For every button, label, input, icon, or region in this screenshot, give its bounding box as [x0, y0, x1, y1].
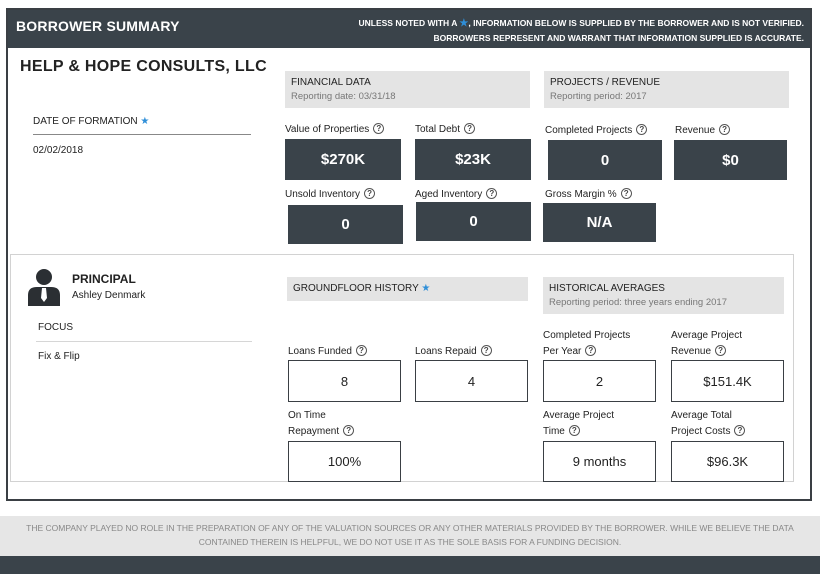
average-project-revenue-value: $151.4K — [671, 360, 784, 402]
question-circle-icon[interactable]: ? — [734, 425, 745, 436]
formation-label: DATE OF FORMATION ★ — [33, 116, 150, 127]
question-circle-icon[interactable]: ? — [569, 425, 580, 436]
average-project-revenue-label: Average Project Revenue ? — [671, 330, 742, 357]
unsold-inventory-value: 0 — [288, 205, 403, 244]
question-circle-icon[interactable]: ? — [343, 425, 354, 436]
question-circle-icon[interactable]: ? — [621, 188, 632, 199]
question-circle-icon[interactable]: ? — [356, 345, 367, 356]
formation-date: 02/02/2018 — [33, 145, 84, 156]
aged-inventory-label: Aged Inventory ? — [415, 187, 497, 203]
financial-data-title: FINANCIAL DATA — [291, 77, 371, 88]
total-debt-value: $23K — [415, 139, 531, 180]
completed-projects-value: 0 — [548, 140, 662, 180]
loans-repaid-value: 4 — [415, 360, 528, 402]
value-of-properties-label: Value of Properties ? — [285, 122, 384, 138]
disclaimer-line2: CONTAINED THEREIN IS HELPFUL, WE DO NOT USE IT AS THE SOLE BASIS FOR A FUNDING DECISION. — [198, 537, 622, 547]
focus-value: Fix & Flip — [38, 351, 80, 362]
groundfloor-history-header — [287, 277, 528, 301]
revenue-value: $0 — [674, 140, 787, 180]
company-name: HELP & HOPE CONSULTS, LLC — [20, 58, 267, 75]
projects-revenue-title: PROJECTS / REVENUE — [550, 77, 661, 88]
summary-title: BORROWER SUMMARY — [16, 18, 180, 34]
header-note-line2: BORROWERS REPRESENT AND WARRANT THAT INFORMATION SUPPLIED IS ACCURATE. — [433, 33, 804, 43]
completed-projects-per-year-value: 2 — [543, 360, 656, 402]
gross-margin-value: N/A — [543, 203, 656, 242]
projects-revenue-header — [544, 71, 789, 108]
header-note-suffix: , INFORMATION BELOW IS SUPPLIED BY THE BORROWER AND IS NOT VERIFIED. — [468, 18, 804, 28]
loans-funded-value: 8 — [288, 360, 401, 402]
question-circle-icon[interactable]: ? — [481, 345, 492, 356]
principal-title: PRINCIPAL — [72, 272, 136, 286]
question-circle-icon[interactable]: ? — [373, 123, 384, 134]
completed-projects-label: Completed Projects ? — [545, 123, 647, 139]
divider — [36, 341, 252, 342]
average-total-project-costs-label: Average Total Project Costs ? — [671, 408, 745, 440]
star-icon: ★ — [459, 18, 469, 29]
footer-disclaimer — [0, 516, 820, 556]
loans-repaid-label: Loans Repaid ? — [415, 344, 492, 360]
header-disclaimer — [359, 16, 805, 45]
value-of-properties-value: $270K — [285, 139, 401, 180]
gross-margin-label: Gross Margin % ? — [545, 187, 632, 203]
financial-data-header — [285, 71, 530, 108]
loans-funded-label: Loans Funded ? — [288, 344, 367, 360]
question-circle-icon[interactable]: ? — [719, 124, 730, 135]
on-time-repayment-value: 100% — [288, 441, 401, 482]
disclaimer-line1: THE COMPANY PLAYED NO ROLE IN THE PREPARATION OF ANY OF THE VALUATION SOURCES OR ANY OTHER MATERIALS PROVIDED BY THE BORROWER. WHILE WE BELIEVE THE DATA — [26, 523, 794, 533]
focus-label: FOCUS — [38, 322, 73, 333]
on-time-repayment-label: On Time Repayment ? — [288, 408, 354, 440]
unsold-inventory-label: Unsold Inventory ? — [285, 187, 375, 203]
divider — [33, 134, 251, 135]
star-icon: ★ — [421, 283, 431, 294]
question-circle-icon[interactable]: ? — [364, 188, 375, 199]
star-icon: ★ — [140, 116, 150, 127]
revenue-label: Revenue ? — [675, 123, 730, 139]
historical-averages-title: HISTORICAL AVERAGES — [549, 283, 665, 294]
total-debt-label: Total Debt ? — [415, 122, 475, 138]
footer-bar — [0, 556, 820, 574]
question-circle-icon[interactable]: ? — [715, 345, 726, 356]
header-note-prefix: UNLESS NOTED WITH A — [358, 18, 458, 28]
historical-averages-subtitle: Reporting period: three years ending 2017 — [549, 297, 727, 308]
financial-data-subtitle: Reporting date: 03/31/18 — [291, 91, 396, 102]
groundfloor-history-title: GROUNDFLOOR HISTORY ★ — [293, 283, 431, 294]
summary-header — [8, 10, 810, 48]
completed-projects-per-year-label: Completed Projects Per Year ? — [543, 330, 631, 357]
projects-revenue-subtitle: Reporting period: 2017 — [550, 91, 647, 102]
question-circle-icon[interactable]: ? — [585, 345, 596, 356]
question-circle-icon[interactable]: ? — [636, 124, 647, 135]
average-project-time-value: 9 months — [543, 441, 656, 482]
question-circle-icon[interactable]: ? — [464, 123, 475, 134]
principal-name: Ashley Denmark — [72, 290, 146, 301]
aged-inventory-value: 0 — [416, 202, 531, 241]
average-total-project-costs-value: $96.3K — [671, 441, 784, 482]
average-project-time-label: Average Project Time ? — [543, 410, 614, 437]
person-icon — [26, 268, 62, 306]
historical-averages-header — [543, 277, 784, 314]
question-circle-icon[interactable]: ? — [486, 188, 497, 199]
